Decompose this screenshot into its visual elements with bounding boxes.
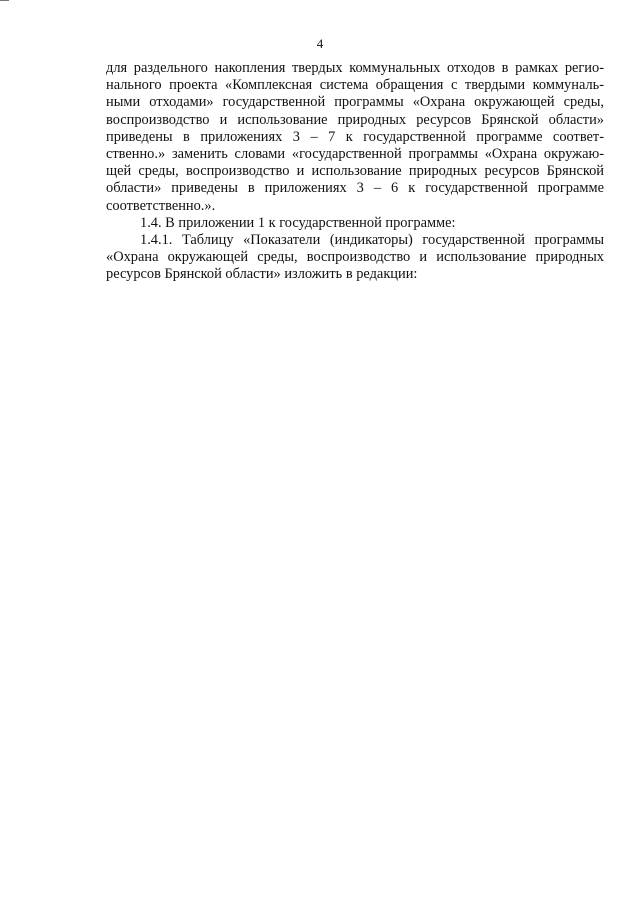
text-line: ными отходами» государственной программы «Охрана окружающей среды, <box>106 94 604 111</box>
text-line: нального проекта «Комплексная система обращения с твердыми коммуналь- <box>106 77 604 94</box>
page-number: 4 <box>316 36 324 51</box>
text-line: 1.4.1. Таблицу «Показатели (индикаторы) государственной программы <box>140 232 604 249</box>
scan-corner-mark <box>0 0 9 1</box>
text-line: соответственно.». <box>106 197 216 214</box>
text-line: ресурсов Брянской области» изложить в редакции: <box>106 266 418 283</box>
text-line: для раздельного накопления твердых коммунальных отходов в рамках регио- <box>106 60 604 76</box>
text-line: воспроизводство и использование природных ресурсов Брянской области» <box>106 111 604 128</box>
text-line: 1.4. В приложении 1 к государственной программе: <box>140 214 456 231</box>
text-line: щей среды, воспроизводство и использование природных ресурсов Брянской <box>106 163 604 180</box>
text-line: «Охрана окружающей среды, воспроизводство и использование природных <box>106 249 604 266</box>
text-line: приведены в приложениях 3 – 7 к государственной программе соответ- <box>106 128 604 145</box>
text-line: области» приведены в приложениях 3 – 6 к государственной программе <box>106 180 604 197</box>
text-line: ственно.» заменить словами «государственной программы «Охрана окружаю- <box>106 146 604 163</box>
body-text <box>106 60 604 284</box>
